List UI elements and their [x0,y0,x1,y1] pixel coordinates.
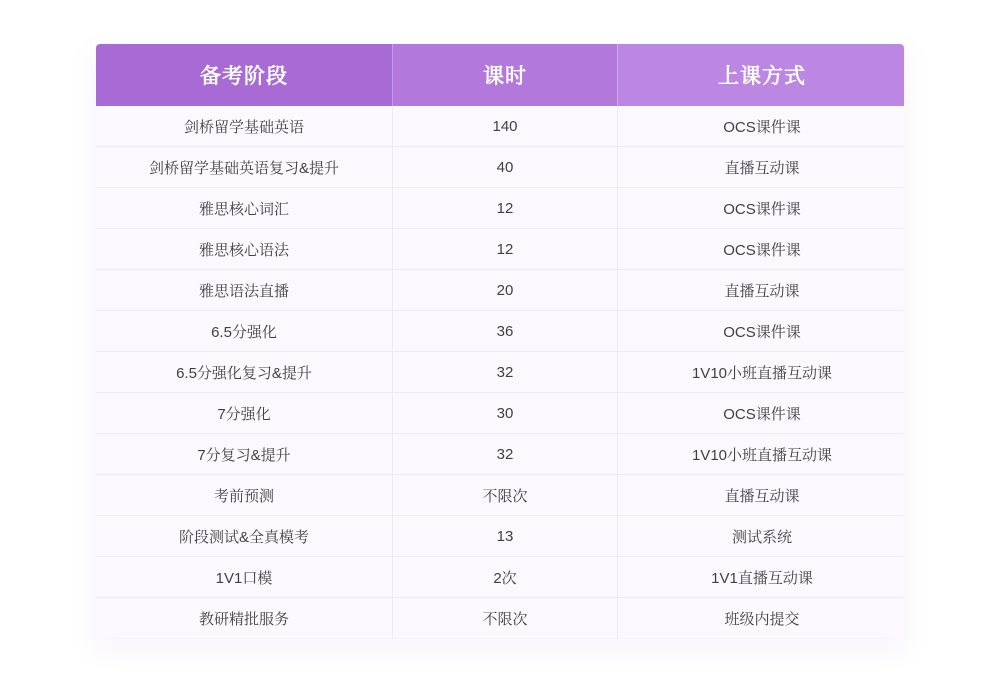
cell-hours: 36 [393,311,618,352]
cell-mode: OCS课件课 [618,229,905,270]
cell-stage: 7分强化 [96,393,393,434]
table-body [96,106,904,638]
table-row [96,557,904,598]
cell-hours: 13 [393,516,618,557]
table-row [96,434,904,475]
cell-stage: 雅思核心词汇 [96,188,393,229]
course-schedule-table-container [96,44,904,638]
cell-mode: 直播互动课 [618,147,905,188]
cell-stage: 阶段测试&全真模考 [96,516,393,557]
column-header-mode: 上课方式 [618,44,905,106]
table-header-row [96,44,904,106]
table-row [96,270,904,311]
table-row [96,352,904,393]
cell-mode: 直播互动课 [618,475,905,516]
cell-stage: 剑桥留学基础英语 [96,106,393,147]
cell-hours: 140 [393,106,618,147]
cell-hours: 12 [393,188,618,229]
cell-mode: OCS课件课 [618,106,905,147]
table-row [96,147,904,188]
column-header-hours: 课时 [393,44,618,106]
cell-stage: 6.5分强化复习&提升 [96,352,393,393]
cell-stage: 6.5分强化 [96,311,393,352]
table-row [96,188,904,229]
column-header-stage: 备考阶段 [96,44,393,106]
cell-hours: 20 [393,270,618,311]
table-header [96,44,904,106]
cell-stage: 雅思核心语法 [96,229,393,270]
cell-mode: OCS课件课 [618,311,905,352]
bottom-fade-overlay [96,639,904,665]
table-row [96,229,904,270]
table-row [96,598,904,639]
table-row [96,311,904,352]
table-row [96,475,904,516]
cell-stage: 1V1口模 [96,557,393,598]
cell-hours: 12 [393,229,618,270]
cell-mode: 1V1直播互动课 [618,557,905,598]
course-schedule-table [96,44,904,638]
cell-stage: 雅思语法直播 [96,270,393,311]
cell-hours: 30 [393,393,618,434]
cell-mode: 测试系统 [618,516,905,557]
cell-mode: OCS课件课 [618,393,905,434]
cell-hours: 2次 [393,557,618,598]
cell-stage: 7分复习&提升 [96,434,393,475]
cell-hours: 40 [393,147,618,188]
cell-mode: OCS课件课 [618,188,905,229]
cell-hours: 不限次 [393,598,618,639]
cell-mode: 班级内提交 [618,598,905,639]
cell-stage: 考前预测 [96,475,393,516]
cell-hours: 不限次 [393,475,618,516]
cell-mode: 1V10小班直播互动课 [618,352,905,393]
cell-hours: 32 [393,434,618,475]
cell-hours: 32 [393,352,618,393]
cell-mode: 1V10小班直播互动课 [618,434,905,475]
cell-stage: 教研精批服务 [96,598,393,639]
cell-mode: 直播互动课 [618,270,905,311]
table-row [96,516,904,557]
table-row [96,393,904,434]
cell-stage: 剑桥留学基础英语复习&提升 [96,147,393,188]
table-row [96,106,904,147]
